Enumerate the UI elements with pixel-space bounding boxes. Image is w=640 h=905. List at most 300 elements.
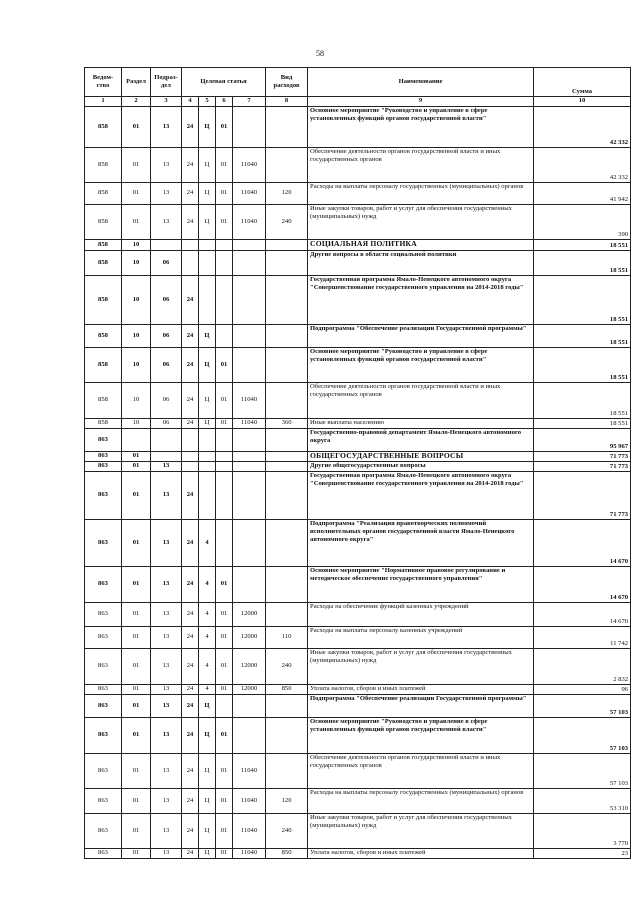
name-cell: Подпрограмма "Обеспечение реализации Государственной программы"	[308, 695, 534, 718]
event-cell: 01	[216, 348, 233, 383]
program-cell: 24	[182, 567, 199, 603]
direction-cell: 12000	[233, 603, 266, 627]
table-row	[85, 695, 631, 718]
table-row	[85, 462, 631, 472]
budget-table	[84, 67, 631, 859]
table-row	[85, 452, 631, 462]
event-cell	[216, 251, 233, 276]
vid-cell	[266, 240, 308, 251]
name-cell: Иные закупки товаров, работ и услуг для обеспечения государственных (муниципальных) нужд	[308, 814, 534, 849]
direction-cell	[233, 429, 266, 452]
sum-cell: 18 551	[534, 348, 631, 383]
sum-cell: 53 310	[534, 789, 631, 814]
razdel-cell: 10	[122, 348, 151, 383]
direction-cell: 11040	[233, 419, 266, 429]
event-cell: 01	[216, 383, 233, 419]
sum-cell: 41 942	[534, 183, 631, 205]
sum-cell: 18 551	[534, 276, 631, 325]
event-cell: 01	[216, 849, 233, 859]
program-cell: 24	[182, 472, 199, 520]
vedomstvo-cell: 858	[85, 240, 122, 251]
podrazdel-cell	[151, 429, 182, 452]
razdel-cell: 01	[122, 754, 151, 789]
subprogram-cell: 4	[199, 520, 216, 567]
podrazdel-cell: 13	[151, 462, 182, 472]
subprogram-cell: Ц	[199, 754, 216, 789]
vedomstvo-cell: 863	[85, 452, 122, 462]
podrazdel-cell: 13	[151, 472, 182, 520]
column-number: 7	[233, 97, 266, 107]
razdel-cell: 01	[122, 567, 151, 603]
vid-cell	[266, 462, 308, 472]
header-vid-raskhodov: Вид расходов	[266, 68, 308, 97]
event-cell	[216, 695, 233, 718]
name-cell: Уплата налогов, сборов и иных платежей	[308, 685, 534, 695]
header-tselevaya-statya: Целевая статья	[182, 68, 266, 97]
program-cell: 24	[182, 276, 199, 325]
name-cell: Основное мероприятие "Руководство и управление в сфере установленных функций органов государственной власти"	[308, 718, 534, 754]
event-cell: 01	[216, 754, 233, 789]
program-cell: 24	[182, 695, 199, 718]
column-number: 4	[182, 97, 199, 107]
subprogram-cell	[199, 452, 216, 462]
direction-cell: 12000	[233, 649, 266, 685]
table-row	[85, 251, 631, 276]
razdel-cell: 10	[122, 419, 151, 429]
direction-cell	[233, 462, 266, 472]
sum-cell: 23	[534, 849, 631, 859]
table-row	[85, 718, 631, 754]
vid-cell	[266, 383, 308, 419]
vid-cell	[266, 107, 308, 148]
name-cell: Государственная программа Ямало-Ненецкого автономного округа "Совершенствование государственного управления на 2014-2018 годы"	[308, 276, 534, 325]
vid-cell	[266, 603, 308, 627]
subprogram-cell	[199, 429, 216, 452]
column-number: 10	[534, 97, 631, 107]
program-cell: 24	[182, 383, 199, 419]
vid-cell: 120	[266, 789, 308, 814]
name-cell: Иные выплаты населению	[308, 419, 534, 429]
sum-cell: 14 670	[534, 567, 631, 603]
direction-cell: 11040	[233, 754, 266, 789]
podrazdel-cell: 13	[151, 627, 182, 649]
table-row	[85, 520, 631, 567]
direction-cell	[233, 348, 266, 383]
razdel-cell: 01	[122, 718, 151, 754]
program-cell: 24	[182, 754, 199, 789]
vid-cell: 110	[266, 627, 308, 649]
subprogram-cell: Ц	[199, 814, 216, 849]
vedomstvo-cell: 863	[85, 685, 122, 695]
vid-cell	[266, 452, 308, 462]
razdel-cell: 01	[122, 183, 151, 205]
subprogram-cell: Ц	[199, 383, 216, 419]
sum-cell: 71 773	[534, 452, 631, 462]
direction-cell	[233, 251, 266, 276]
sum-cell: 71 773	[534, 472, 631, 520]
program-cell	[182, 429, 199, 452]
program-cell: 24	[182, 718, 199, 754]
event-cell	[216, 520, 233, 567]
vedomstvo-cell: 863	[85, 603, 122, 627]
table-row	[85, 276, 631, 325]
vid-cell	[266, 695, 308, 718]
podrazdel-cell: 13	[151, 718, 182, 754]
event-cell: 01	[216, 685, 233, 695]
header-naimenovanie: Наименование	[308, 68, 534, 97]
header-summa: Сумма	[534, 68, 631, 97]
subprogram-cell: Ц	[199, 205, 216, 240]
program-cell: 24	[182, 849, 199, 859]
table-row	[85, 148, 631, 183]
sum-cell: 42 332	[534, 148, 631, 183]
event-cell: 01	[216, 183, 233, 205]
table-row	[85, 429, 631, 452]
event-cell	[216, 429, 233, 452]
razdel-cell: 01	[122, 205, 151, 240]
sum-cell: 18 551	[534, 251, 631, 276]
program-cell: 24	[182, 627, 199, 649]
sum-cell: 18 551	[534, 419, 631, 429]
event-cell: 01	[216, 814, 233, 849]
vedomstvo-cell: 863	[85, 429, 122, 452]
vid-cell: 240	[266, 814, 308, 849]
vedomstvo-cell: 858	[85, 251, 122, 276]
podrazdel-cell: 06	[151, 348, 182, 383]
vedomstvo-cell: 858	[85, 419, 122, 429]
razdel-cell: 10	[122, 276, 151, 325]
event-cell: 01	[216, 603, 233, 627]
razdel-cell: 10	[122, 325, 151, 348]
sum-cell: 57 103	[534, 695, 631, 718]
column-number: 9	[308, 97, 534, 107]
subprogram-cell: Ц	[199, 718, 216, 754]
column-number: 2	[122, 97, 151, 107]
vid-cell	[266, 148, 308, 183]
name-cell: Расходы на обеспечение функций казенных учреждений	[308, 603, 534, 627]
vedomstvo-cell: 863	[85, 462, 122, 472]
event-cell	[216, 472, 233, 520]
razdel-cell: 01	[122, 472, 151, 520]
podrazdel-cell: 13	[151, 814, 182, 849]
vid-cell	[266, 429, 308, 452]
program-cell: 24	[182, 520, 199, 567]
name-cell: Основное мероприятие "Нормативное правовое регулирование и методическое обеспечение государственного управления"	[308, 567, 534, 603]
direction-cell: 12000	[233, 685, 266, 695]
table-row	[85, 240, 631, 251]
subprogram-cell: 4	[199, 685, 216, 695]
column-number-row	[85, 97, 631, 107]
direction-cell: 11040	[233, 789, 266, 814]
name-cell: Расходы на выплаты персоналу казенных учреждений	[308, 627, 534, 649]
event-cell: 01	[216, 789, 233, 814]
event-cell: 01	[216, 148, 233, 183]
vedomstvo-cell: 858	[85, 205, 122, 240]
program-cell: 24	[182, 348, 199, 383]
direction-cell	[233, 452, 266, 462]
razdel-cell: 01	[122, 462, 151, 472]
vid-cell	[266, 276, 308, 325]
razdel-cell: 01	[122, 814, 151, 849]
podrazdel-cell	[151, 452, 182, 462]
vedomstvo-cell: 863	[85, 849, 122, 859]
subprogram-cell: 4	[199, 603, 216, 627]
subprogram-cell: Ц	[199, 107, 216, 148]
direction-cell: 11040	[233, 849, 266, 859]
event-cell	[216, 240, 233, 251]
table-row	[85, 649, 631, 685]
table-row	[85, 472, 631, 520]
table-row	[85, 567, 631, 603]
podrazdel-cell: 06	[151, 276, 182, 325]
vedomstvo-cell: 863	[85, 472, 122, 520]
table-row	[85, 814, 631, 849]
vedomstvo-cell: 863	[85, 627, 122, 649]
direction-cell	[233, 276, 266, 325]
subprogram-cell: Ц	[199, 325, 216, 348]
vedomstvo-cell: 863	[85, 567, 122, 603]
name-cell: Государственно-правовой департамент Ямало-Ненецкого автономного округа	[308, 429, 534, 452]
vid-cell	[266, 325, 308, 348]
sum-cell: 42 332	[534, 107, 631, 148]
program-cell: 24	[182, 107, 199, 148]
table-row	[85, 754, 631, 789]
razdel-cell: 01	[122, 603, 151, 627]
podrazdel-cell: 13	[151, 685, 182, 695]
direction-cell	[233, 325, 266, 348]
header-row	[85, 68, 631, 97]
razdel-cell: 01	[122, 849, 151, 859]
razdel-cell: 10	[122, 383, 151, 419]
subprogram-cell: Ц	[199, 419, 216, 429]
razdel-cell: 01	[122, 520, 151, 567]
column-number: 5	[199, 97, 216, 107]
podrazdel-cell: 13	[151, 695, 182, 718]
name-cell: Уплата налогов, сборов и иных платежей	[308, 849, 534, 859]
vid-cell: 360	[266, 419, 308, 429]
direction-cell: 12000	[233, 627, 266, 649]
program-cell: 24	[182, 685, 199, 695]
direction-cell: 11040	[233, 205, 266, 240]
vedomstvo-cell: 858	[85, 348, 122, 383]
podrazdel-cell: 13	[151, 754, 182, 789]
razdel-cell: 01	[122, 789, 151, 814]
sum-cell: 18 551	[534, 240, 631, 251]
vedomstvo-cell: 863	[85, 718, 122, 754]
column-number: 6	[216, 97, 233, 107]
vedomstvo-cell: 863	[85, 789, 122, 814]
podrazdel-cell: 13	[151, 107, 182, 148]
name-cell: Другие вопросы в области социальной политики	[308, 251, 534, 276]
table-row	[85, 789, 631, 814]
subprogram-cell	[199, 462, 216, 472]
vid-cell	[266, 718, 308, 754]
razdel-cell: 01	[122, 452, 151, 462]
table-row	[85, 205, 631, 240]
header-vedomstvo: Ведом-ство	[85, 68, 122, 97]
sum-cell: 71 773	[534, 462, 631, 472]
header-podrazdel: Подраз-дел	[151, 68, 182, 97]
event-cell: 01	[216, 718, 233, 754]
event-cell	[216, 276, 233, 325]
razdel-cell: 01	[122, 148, 151, 183]
subprogram-cell: 4	[199, 567, 216, 603]
direction-cell	[233, 695, 266, 718]
name-cell: Основное мероприятие "Руководство и управление в сфере установленных функций органов государственной власти"	[308, 107, 534, 148]
event-cell: 01	[216, 205, 233, 240]
vedomstvo-cell: 858	[85, 325, 122, 348]
program-cell: 24	[182, 603, 199, 627]
vedomstvo-cell: 858	[85, 107, 122, 148]
vid-cell	[266, 472, 308, 520]
sum-cell: 2 832	[534, 649, 631, 685]
name-cell: Иные закупки товаров, работ и услуг для обеспечения государственных (муниципальных) нужд	[308, 205, 534, 240]
table-row	[85, 383, 631, 419]
podrazdel-cell: 06	[151, 251, 182, 276]
table-row	[85, 183, 631, 205]
direction-cell: 11040	[233, 148, 266, 183]
direction-cell	[233, 472, 266, 520]
table-row	[85, 603, 631, 627]
vedomstvo-cell: 858	[85, 183, 122, 205]
subprogram-cell: 4	[199, 649, 216, 685]
table-row	[85, 107, 631, 148]
sum-cell: 96	[534, 685, 631, 695]
program-cell: 24	[182, 789, 199, 814]
direction-cell: 11040	[233, 183, 266, 205]
podrazdel-cell	[151, 240, 182, 251]
table-row	[85, 419, 631, 429]
column-number: 1	[85, 97, 122, 107]
event-cell: 01	[216, 649, 233, 685]
name-cell: Обеспечение деятельности органов государственной власти и иных государственных органов	[308, 148, 534, 183]
name-cell: Другие общегосударственные вопросы	[308, 462, 534, 472]
podrazdel-cell: 13	[151, 520, 182, 567]
podrazdel-cell: 13	[151, 183, 182, 205]
sum-cell: 14 670	[534, 520, 631, 567]
vid-cell	[266, 251, 308, 276]
vid-cell: 120	[266, 183, 308, 205]
podrazdel-cell: 06	[151, 419, 182, 429]
direction-cell: 11040	[233, 814, 266, 849]
sum-cell: 3 770	[534, 814, 631, 849]
direction-cell	[233, 107, 266, 148]
program-cell	[182, 462, 199, 472]
vedomstvo-cell: 863	[85, 695, 122, 718]
event-cell	[216, 462, 233, 472]
column-number: 8	[266, 97, 308, 107]
podrazdel-cell: 13	[151, 603, 182, 627]
program-cell: 24	[182, 205, 199, 240]
program-cell	[182, 452, 199, 462]
razdel-cell: 01	[122, 649, 151, 685]
vid-cell	[266, 567, 308, 603]
event-cell: 01	[216, 107, 233, 148]
vedomstvo-cell: 863	[85, 754, 122, 789]
podrazdel-cell: 06	[151, 325, 182, 348]
program-cell: 24	[182, 419, 199, 429]
direction-cell	[233, 520, 266, 567]
vid-cell: 850	[266, 685, 308, 695]
direction-cell	[233, 718, 266, 754]
subprogram-cell: Ц	[199, 849, 216, 859]
table-row	[85, 849, 631, 859]
header-razdel: Раздел	[122, 68, 151, 97]
sum-cell: 18 551	[534, 325, 631, 348]
name-cell: Государственная программа Ямало-Ненецкого автономного округа "Совершенствование государственного управления на 2014-2018 годы"	[308, 472, 534, 520]
vid-cell: 240	[266, 205, 308, 240]
sum-cell: 14 670	[534, 603, 631, 627]
event-cell: 01	[216, 419, 233, 429]
subprogram-cell	[199, 472, 216, 520]
subprogram-cell: 4	[199, 627, 216, 649]
direction-cell	[233, 240, 266, 251]
vedomstvo-cell: 863	[85, 649, 122, 685]
podrazdel-cell: 13	[151, 148, 182, 183]
table-row	[85, 348, 631, 383]
vid-cell: 850	[266, 849, 308, 859]
program-cell: 24	[182, 814, 199, 849]
razdel-cell: 01	[122, 695, 151, 718]
subprogram-cell: Ц	[199, 148, 216, 183]
direction-cell	[233, 567, 266, 603]
table-row	[85, 627, 631, 649]
subprogram-cell: Ц	[199, 348, 216, 383]
razdel-cell: 10	[122, 240, 151, 251]
sum-cell: 11 742	[534, 627, 631, 649]
name-cell: ОБЩЕГОСУДАРСТВЕННЫЕ ВОПРОСЫ	[308, 452, 534, 462]
subprogram-cell: Ц	[199, 695, 216, 718]
vedomstvo-cell: 858	[85, 276, 122, 325]
podrazdel-cell: 06	[151, 383, 182, 419]
subprogram-cell	[199, 276, 216, 325]
podrazdel-cell: 13	[151, 205, 182, 240]
name-cell: Подпрограмма "Обеспечение реализации Государственной программы"	[308, 325, 534, 348]
razdel-cell	[122, 429, 151, 452]
razdel-cell: 01	[122, 685, 151, 695]
program-cell: 24	[182, 148, 199, 183]
name-cell: Обеспечение деятельности органов государственной власти и иных государственных органов	[308, 754, 534, 789]
program-cell	[182, 240, 199, 251]
vedomstvo-cell: 863	[85, 520, 122, 567]
program-cell: 24	[182, 649, 199, 685]
event-cell: 01	[216, 627, 233, 649]
vid-cell	[266, 754, 308, 789]
program-cell: 24	[182, 325, 199, 348]
vedomstvo-cell: 858	[85, 148, 122, 183]
sum-cell: 95 967	[534, 429, 631, 452]
vedomstvo-cell: 858	[85, 383, 122, 419]
name-cell: Обеспечение деятельности органов государственной власти и иных государственных органов	[308, 383, 534, 419]
vid-cell	[266, 520, 308, 567]
subprogram-cell	[199, 251, 216, 276]
name-cell: Иные закупки товаров, работ и услуг для обеспечения государственных (муниципальных) нужд	[308, 649, 534, 685]
podrazdel-cell: 13	[151, 789, 182, 814]
table-body	[85, 107, 631, 859]
table-row	[85, 685, 631, 695]
name-cell: Расходы на выплаты персоналу государственных (муниципальных) органов	[308, 183, 534, 205]
name-cell: Подпрограмма "Реализация правотворческих полномочий исполнительных органов государственной власти Ямало-Ненецкого автономного округа"	[308, 520, 534, 567]
podrazdel-cell: 13	[151, 849, 182, 859]
sum-cell: 57 103	[534, 718, 631, 754]
name-cell: Расходы на выплаты персоналу государственных (муниципальных) органов	[308, 789, 534, 814]
column-number: 3	[151, 97, 182, 107]
program-cell: 24	[182, 183, 199, 205]
sum-cell: 390	[534, 205, 631, 240]
name-cell: СОЦИАЛЬНАЯ ПОЛИТИКА	[308, 240, 534, 251]
razdel-cell: 01	[122, 627, 151, 649]
sum-cell: 18 551	[534, 383, 631, 419]
